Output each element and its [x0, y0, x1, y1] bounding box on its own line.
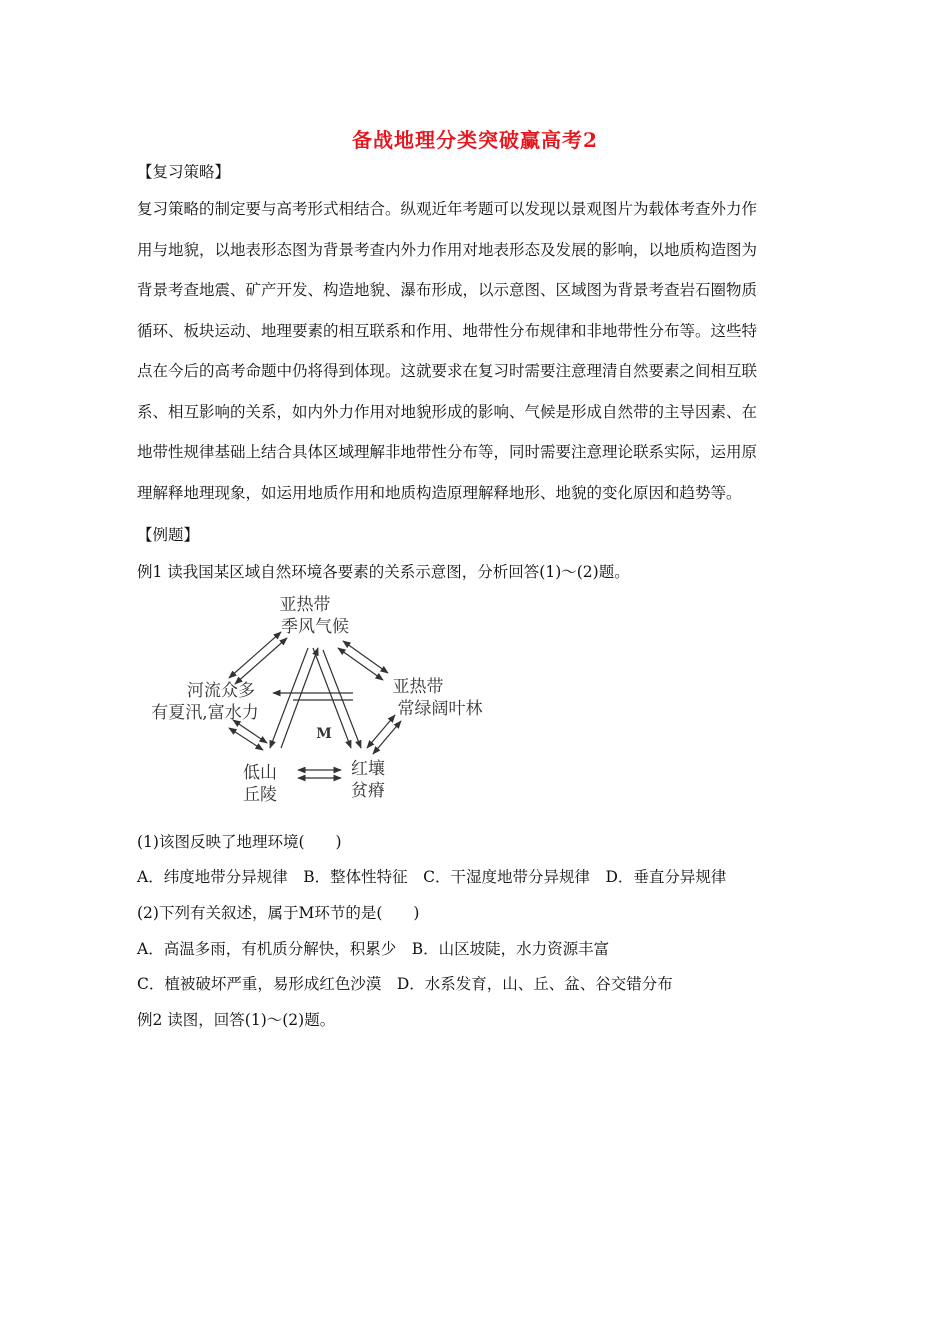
- m-link-label: M: [316, 726, 332, 742]
- strategy-line: 地带性规律基础上结合具体区域理解非地带性分布等，同时需要注意理论联系实际，运用原: [137, 443, 758, 461]
- strategy-paragraph: [137, 189, 817, 513]
- node-river-line1: 河流众多: [187, 681, 255, 701]
- strategy-line: 点在今后的高考命题中仍将得到体现。这就要求在复习时需要注意理清自然要素之间相互联: [137, 362, 758, 380]
- strategy-line: 系、相互影响的关系，如内外力作用对地貌形成的影响、气候是形成自然带的主导因素、在: [137, 402, 758, 421]
- question2: (2)下列有关叙述，属于M环节的是( ): [137, 904, 420, 922]
- question2-options-row2: C．植被破坏严重，易形成红色沙漠 D．水系发育，山、丘、盆、谷交错分布: [137, 975, 673, 993]
- example2-intro: 例2 读图，回答(1)～(2)题。: [137, 1011, 336, 1029]
- strategy-line: 循环、板块运动、地理要素的相互联系和作用、地带性分布规律和非地带性分布等。这些特: [137, 321, 758, 340]
- geography-relationship-diagram: [133, 588, 503, 810]
- node-relief-line2: 丘陵: [243, 785, 277, 805]
- question1: (1)该图反映了地理环境( ): [137, 833, 342, 851]
- node-forest-line2: 常绿阔叶林: [397, 699, 483, 719]
- example1-intro: 例1 读我国某区域自然环境各要素的关系示意图，分析回答(1)～(2)题。: [137, 563, 630, 581]
- document-title: 备战地理分类突破赢高考2: [352, 128, 598, 152]
- node-soil-line2: 贫瘠: [351, 781, 385, 801]
- strategy-line: 复习策略的制定要与高考形式相结合。纵观近年考题可以发现以景观图片为载体考查外力作: [137, 200, 758, 218]
- question2-options-row1: A．高温多雨，有机质分解快，积累少 B．山区坡陡，水力资源丰富: [137, 940, 610, 958]
- strategy-line: 背景考查地震、矿产开发、构造地貌、瀑布形成，以示意图、区域图为背景考查岩石圈物质: [137, 281, 758, 299]
- question1-options: A．纬度地带分异规律 B．整体性特征 C．干湿度地带分异规律 D．垂直分异规律: [137, 868, 727, 886]
- strategy-heading: 【复习策略】: [137, 163, 231, 181]
- strategy-line: 理解释地理现象，如运用地质作用和地质构造原理解释地形、地貌的变化原因和趋势等。: [137, 483, 742, 502]
- node-climate-line2: 季风气候: [281, 617, 349, 637]
- example-heading: 【例题】: [137, 526, 200, 544]
- node-relief-line1: 低山: [243, 763, 277, 783]
- node-climate-line1: 亚热带: [279, 595, 331, 615]
- node-soil-line1: 红壤: [351, 759, 385, 779]
- strategy-line: 用与地貌，以地表形态图为背景考查内外力作用对地表形态及发展的影响，以地质构造图为: [137, 240, 758, 259]
- node-forest-line1: 亚热带: [392, 677, 444, 697]
- node-river-line2: 有夏汛,富水力: [151, 703, 259, 723]
